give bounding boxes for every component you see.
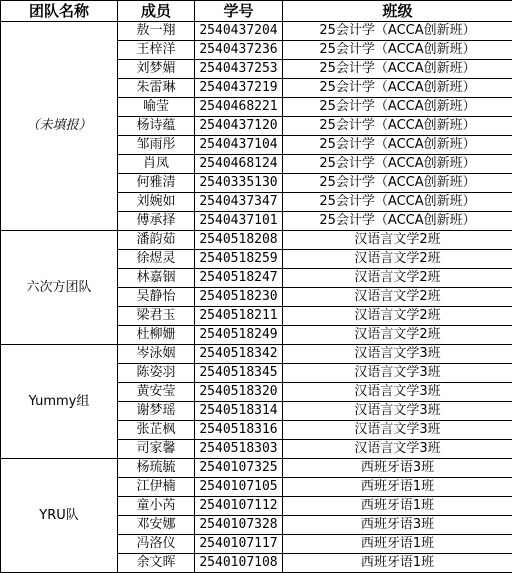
class-cell: 西班牙语3班 [283, 459, 512, 478]
class-cell: 25会计学（ACCA创新班） [283, 98, 512, 117]
table-row [1, 459, 512, 478]
header-row [1, 1, 512, 22]
class-cell: 汉语言文学3班 [283, 345, 512, 364]
table-row [1, 231, 512, 250]
student-id-cell: 2540107325 [195, 459, 283, 478]
member-name-cell: 陈姿羽 [118, 364, 195, 383]
member-name-cell: 江伊楠 [118, 478, 195, 497]
member-name-cell: 梁君玉 [118, 307, 195, 326]
team-name-cell: 六次方团队 [1, 231, 118, 345]
student-id-cell: 2540107108 [195, 554, 283, 573]
team-name-cell: （未填报） [1, 22, 118, 231]
student-id-cell: 2540518316 [195, 421, 283, 440]
table-row [1, 345, 512, 364]
table-row [1, 22, 512, 41]
student-id-cell: 2540437236 [195, 41, 283, 60]
header-student-id: 学号 [195, 1, 283, 22]
class-cell: 25会计学（ACCA创新班） [283, 174, 512, 193]
member-name-cell: 司家馨 [118, 440, 195, 459]
class-cell: 汉语言文学2班 [283, 288, 512, 307]
class-cell: 25会计学（ACCA创新班） [283, 41, 512, 60]
student-id-cell: 2540107328 [195, 516, 283, 535]
member-name-cell: 喻莹 [118, 98, 195, 117]
member-name-cell: 潘韵茹 [118, 231, 195, 250]
class-cell: 汉语言文学2班 [283, 307, 512, 326]
student-id-cell: 2540518259 [195, 250, 283, 269]
student-id-cell: 2540437120 [195, 117, 283, 136]
student-id-cell: 2540518345 [195, 364, 283, 383]
team-name-cell: Yummy组 [1, 345, 118, 459]
member-name-cell: 敖一翔 [118, 22, 195, 41]
header-member: 成员 [118, 1, 195, 22]
class-cell: 汉语言文学3班 [283, 383, 512, 402]
class-cell: 汉语言文学2班 [283, 326, 512, 345]
class-cell: 汉语言文学2班 [283, 269, 512, 288]
table-body [1, 22, 512, 573]
class-cell: 汉语言文学3班 [283, 440, 512, 459]
class-cell: 25会计学（ACCA创新班） [283, 117, 512, 136]
member-name-cell: 朱雷琳 [118, 79, 195, 98]
member-name-cell: 黄安莹 [118, 383, 195, 402]
class-cell: 西班牙语1班 [283, 554, 512, 573]
class-cell: 西班牙语1班 [283, 535, 512, 554]
student-id-cell: 2540468124 [195, 155, 283, 174]
class-cell: 25会计学（ACCA创新班） [283, 212, 512, 231]
student-id-cell: 2540437219 [195, 79, 283, 98]
class-cell: 25会计学（ACCA创新班） [283, 193, 512, 212]
student-id-cell: 2540518314 [195, 402, 283, 421]
member-name-cell: 吴静怡 [118, 288, 195, 307]
member-name-cell: 岑泳姻 [118, 345, 195, 364]
student-id-cell: 2540107117 [195, 535, 283, 554]
student-id-cell: 2540468221 [195, 98, 283, 117]
class-cell: 汉语言文学3班 [283, 421, 512, 440]
student-id-cell: 2540518230 [195, 288, 283, 307]
student-id-cell: 2540518303 [195, 440, 283, 459]
member-name-cell: 刘梦媚 [118, 60, 195, 79]
class-cell: 25会计学（ACCA创新班） [283, 22, 512, 41]
member-name-cell: 徐煜灵 [118, 250, 195, 269]
class-cell: 汉语言文学3班 [283, 364, 512, 383]
member-name-cell: 童小芮 [118, 497, 195, 516]
class-cell: 汉语言文学2班 [283, 250, 512, 269]
class-cell: 西班牙语1班 [283, 478, 512, 497]
student-id-cell: 2540518342 [195, 345, 283, 364]
class-cell: 西班牙语3班 [283, 516, 512, 535]
member-name-cell: 张芷枫 [118, 421, 195, 440]
member-name-cell: 杨琉毓 [118, 459, 195, 478]
student-id-cell: 2540518211 [195, 307, 283, 326]
member-name-cell: 林嘉铟 [118, 269, 195, 288]
class-cell: 25会计学（ACCA创新班） [283, 79, 512, 98]
student-id-cell: 2540107105 [195, 478, 283, 497]
member-name-cell: 刘婉如 [118, 193, 195, 212]
student-id-cell: 2540437253 [195, 60, 283, 79]
student-id-cell: 2540518320 [195, 383, 283, 402]
member-name-cell: 肖凤 [118, 155, 195, 174]
header-team-name: 团队名称 [1, 1, 118, 22]
student-id-cell: 2540518247 [195, 269, 283, 288]
member-name-cell: 杨诗蕴 [118, 117, 195, 136]
class-cell: 西班牙语1班 [283, 497, 512, 516]
student-id-cell: 2540437104 [195, 136, 283, 155]
student-id-cell: 2540437204 [195, 22, 283, 41]
class-cell: 汉语言文学3班 [283, 402, 512, 421]
student-id-cell: 2540107112 [195, 497, 283, 516]
student-id-cell: 2540518208 [195, 231, 283, 250]
member-name-cell: 傅承择 [118, 212, 195, 231]
member-name-cell: 杜柳姗 [118, 326, 195, 345]
class-cell: 汉语言文学2班 [283, 231, 512, 250]
student-id-cell: 2540437347 [195, 193, 283, 212]
table-header [1, 1, 512, 22]
class-cell: 25会计学（ACCA创新班） [283, 60, 512, 79]
member-name-cell: 余文晖 [118, 554, 195, 573]
member-name-cell: 邓安娜 [118, 516, 195, 535]
student-id-cell: 2540335130 [195, 174, 283, 193]
member-name-cell: 谢梦瑶 [118, 402, 195, 421]
header-class: 班级 [283, 1, 512, 22]
student-id-cell: 2540518249 [195, 326, 283, 345]
student-id-cell: 2540437101 [195, 212, 283, 231]
team-name-cell: YRU队 [1, 459, 118, 573]
member-name-cell: 邹雨彤 [118, 136, 195, 155]
member-name-cell: 何雅清 [118, 174, 195, 193]
class-cell: 25会计学（ACCA创新班） [283, 155, 512, 174]
class-cell: 25会计学（ACCA创新班） [283, 136, 512, 155]
member-name-cell: 王梓洋 [118, 41, 195, 60]
member-name-cell: 冯洛仪 [118, 535, 195, 554]
